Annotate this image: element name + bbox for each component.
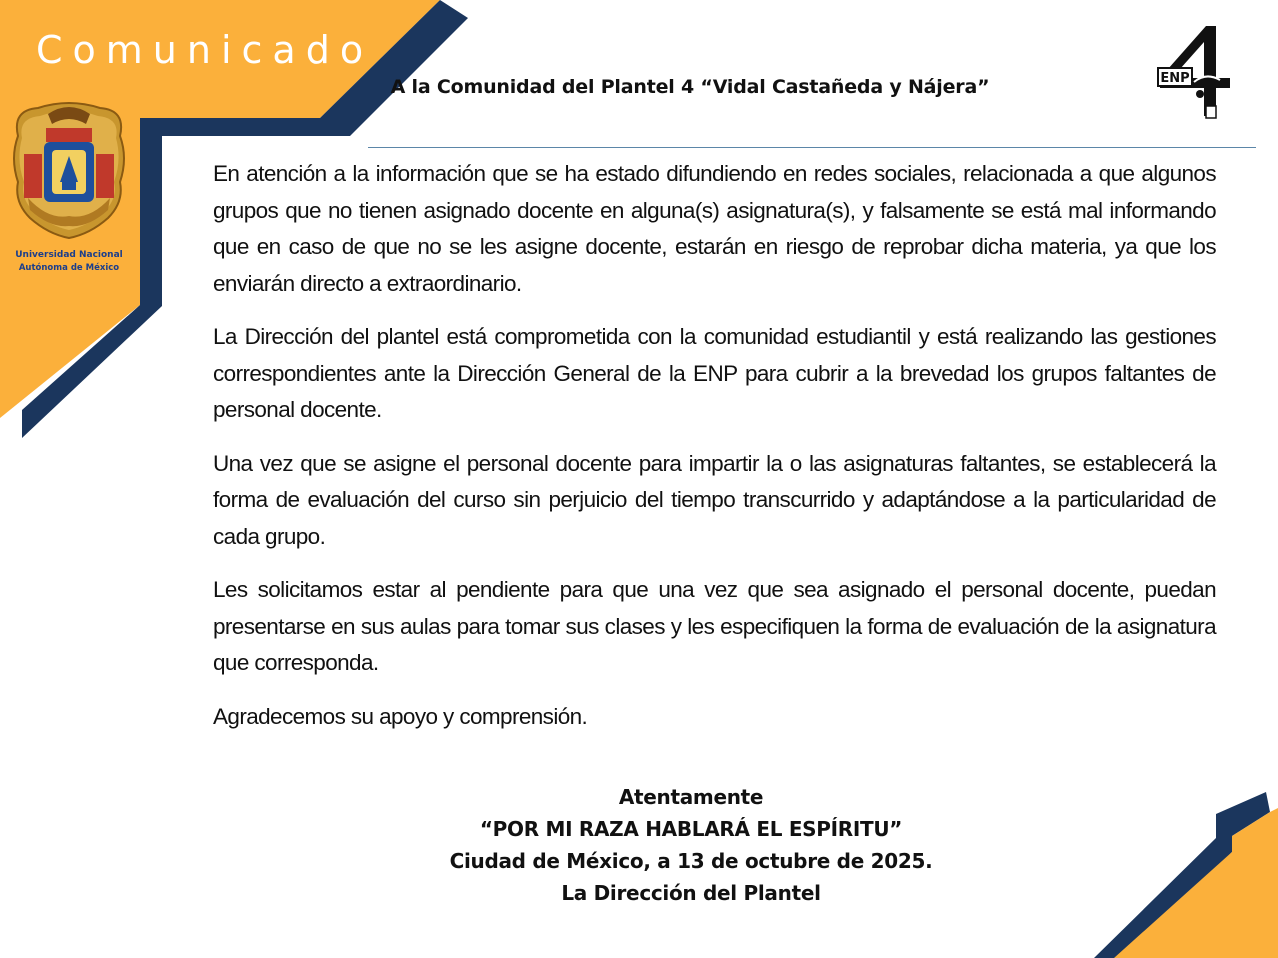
closing-place-date: Ciudad de México, a 13 de octubre de 2025.	[449, 849, 933, 873]
closing-motto: “POR MI RAZA HABLARÁ EL ESPÍRITU”	[479, 817, 903, 841]
closing-regards: Atentamente	[618, 785, 764, 809]
closing-block	[380, 781, 1002, 909]
header-divider	[368, 147, 1256, 148]
body-paragraph-3: Una vez que se asigne el personal docente para impartir la o las asignaturas faltantes, se establecerá la forma de evaluación del curso sin perjuicio del tiempo transcurrido y adaptándose a la particularidad de cada grupo.	[213, 450, 1216, 549]
body-paragraph-2: La Dirección del plantel está comprometida con la comunidad estudiantil y está realizando las gestiones correspondientes ante la Dirección General de la ENP para cubrir a la brevedad los grupos faltantes de personal docente.	[213, 324, 1216, 422]
body-paragraph-1: En atención a la información que se ha estado difundiendo en redes sociales, relacionada a que algunos grupos que no tienen asignado docente en alguna(s) asignatura(s), y falsamente se está mal informando que en caso de que no se les asigne docente, estarán en riesgo de reprobar dicha materia, ya que los enviarán directo a extraordinario.	[213, 161, 1216, 296]
closing-signature: La Dirección del Plantel	[561, 881, 821, 905]
body-paragraph-5: Agradecemos su apoyo y comprensión.	[213, 703, 588, 729]
seal-university-line1: Universidad Nacional	[15, 250, 123, 260]
enp-plantel-4-logo-icon	[1154, 22, 1238, 120]
enp-logo-label: ENP	[1160, 71, 1190, 86]
unam-seal-icon	[8, 98, 130, 280]
recipient-line: A la Comunidad del Plantel 4 “Vidal Castañeda y Nájera”	[390, 76, 990, 98]
page-title: Comunicado	[36, 28, 374, 72]
seal-university-line2: Autónoma de México	[18, 263, 120, 273]
communique-body	[213, 156, 1216, 752]
body-paragraph-4: Les solicitamos estar al pendiente para que una vez que sea asignado el personal docente, puedan presentarse en sus aulas para tomar sus clases y les especifiquen la forma de evaluación de la asignatura que corresponda.	[213, 577, 1216, 675]
